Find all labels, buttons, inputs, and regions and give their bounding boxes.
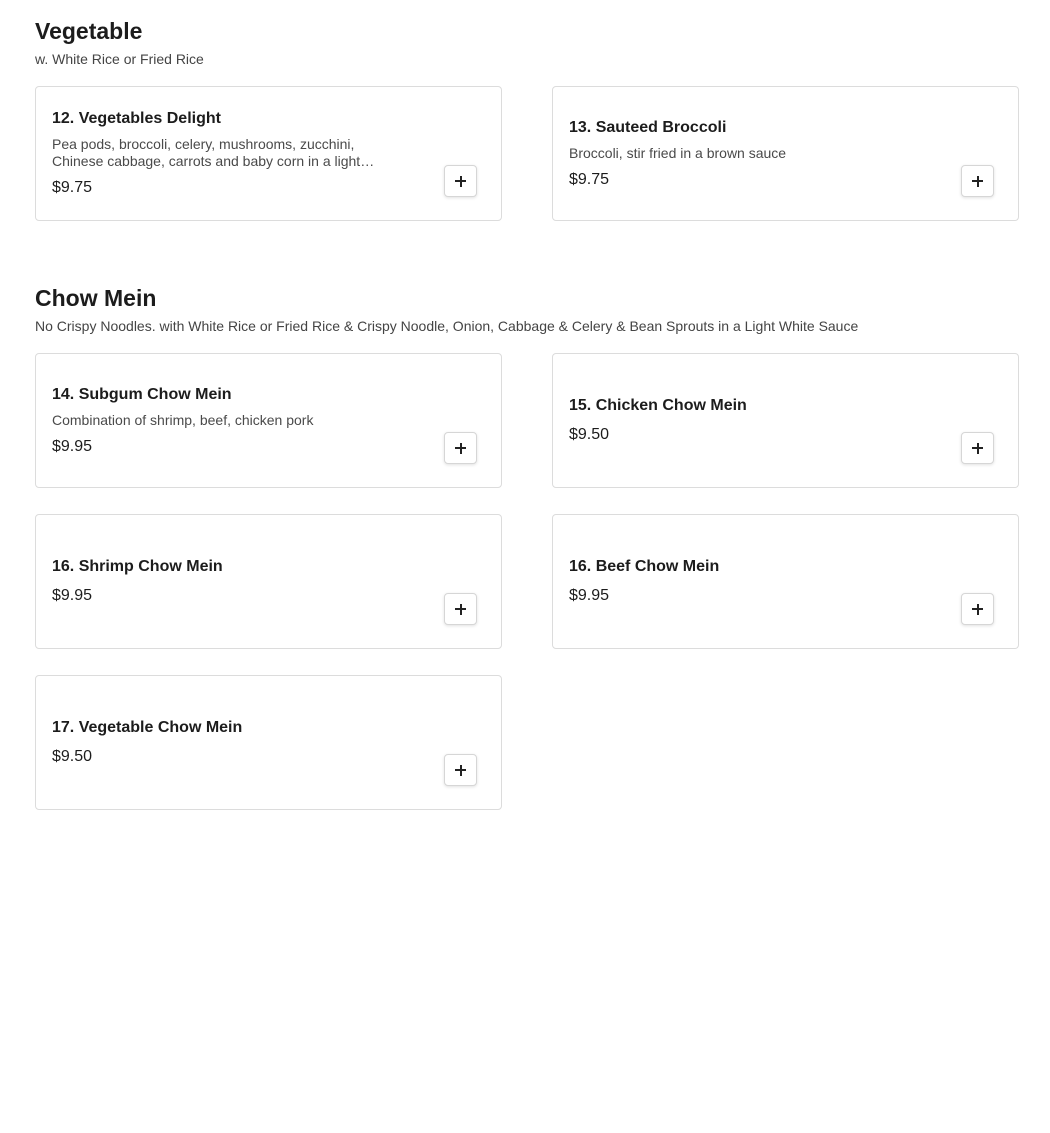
item-price: $9.75 — [569, 170, 610, 188]
item-description: Combination of shrimp, beef, chicken pork — [52, 411, 314, 428]
menu-item-card[interactable] — [552, 514, 1019, 649]
plus-icon — [972, 604, 983, 615]
menu-item-info — [52, 676, 382, 809]
plus-icon — [455, 604, 466, 615]
plus-icon — [455, 443, 466, 454]
item-name: 13. Sauteed Broccoli — [569, 118, 727, 136]
plus-icon — [455, 176, 466, 187]
section-subtitle-chow-mein: No Crispy Noodles. with White Rice or Fried Rice & Crispy Noodle, Onion, Cabbage & Celery & Bean Sprouts in a Light White Sauce — [35, 318, 859, 334]
item-price: $9.50 — [52, 748, 93, 765]
menu-item-info — [569, 515, 899, 648]
item-name: 17. Vegetable Chow Mein — [52, 719, 243, 736]
section-title-vegetable: Vegetable — [35, 18, 143, 44]
item-name: 14. Subgum Chow Mein — [52, 385, 232, 403]
plus-icon — [972, 443, 983, 454]
item-description: Pea pods, broccoli, celery, mushrooms, zucchini, Chinese cabbage, carrots and baby corn in a light — [52, 136, 361, 169]
add-item-button[interactable] — [961, 593, 994, 625]
add-item-button[interactable] — [961, 432, 994, 464]
add-item-button[interactable] — [961, 165, 994, 197]
add-item-button[interactable] — [444, 754, 477, 786]
item-name: 16. Beef Chow Mein — [569, 558, 720, 575]
add-item-button[interactable] — [444, 593, 477, 625]
menu-item-card[interactable] — [35, 675, 502, 810]
menu-item-info — [52, 87, 382, 220]
plus-icon — [972, 176, 983, 187]
item-price: $9.50 — [569, 426, 610, 443]
menu-item-card[interactable] — [35, 86, 502, 221]
item-price: $9.95 — [569, 587, 610, 604]
menu-item-info — [569, 354, 899, 487]
item-name: 15. Chicken Chow Mein — [569, 397, 747, 414]
menu-item-info — [52, 515, 382, 648]
add-item-button[interactable] — [444, 165, 477, 197]
plus-icon — [455, 765, 466, 776]
item-name: 16. Shrimp Chow Mein — [52, 558, 223, 575]
item-name: 12. Vegetables Delight — [52, 110, 221, 127]
section-subtitle-vegetable: w. White Rice or Fried Rice — [35, 51, 204, 67]
menu-item-card[interactable] — [552, 353, 1019, 488]
item-price: $9.75 — [52, 179, 93, 196]
menu-item-info — [569, 87, 899, 220]
item-description: Broccoli, stir fried in a brown sauce — [569, 144, 787, 161]
item-price: $9.95 — [52, 587, 93, 604]
menu-item-info — [52, 354, 382, 487]
menu-item-card[interactable] — [35, 353, 502, 488]
item-price: $9.95 — [52, 437, 93, 455]
add-item-button[interactable] — [444, 432, 477, 464]
menu-item-card[interactable] — [552, 86, 1019, 221]
section-title-chow-mein: Chow Mein — [35, 285, 157, 311]
menu-item-card[interactable] — [35, 514, 502, 649]
